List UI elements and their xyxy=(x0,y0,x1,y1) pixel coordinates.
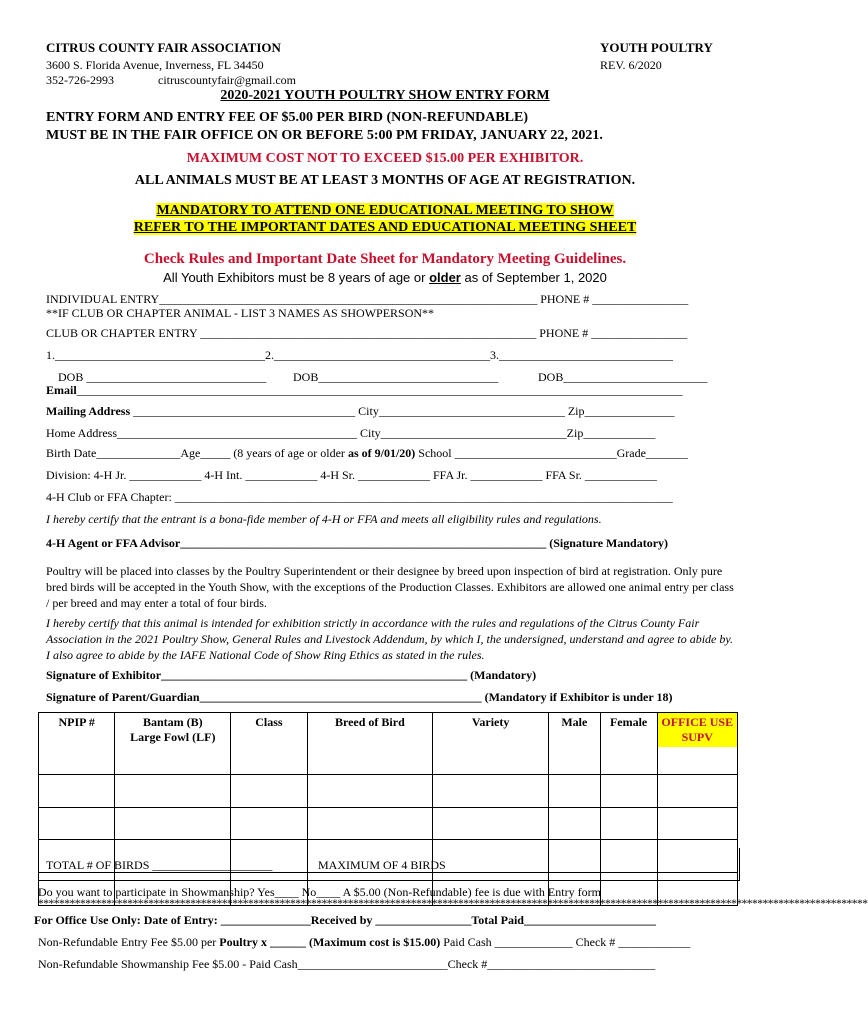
club-chapter-field[interactable]: 4-H Club or FFA Chapter: ___________________________________________________________________________________ xyxy=(46,490,673,504)
max-cost-notice: MAXIMUM COST NOT TO EXCEED $15.00 PER EXHIBITOR. xyxy=(186,151,584,166)
org-address: 3600 S. Florida Avenue, Inverness, FL 34450 xyxy=(46,58,264,72)
office-use-line: For Office Use Only: Date of Entry: _______________Received by ________________Total Paid______________________ xyxy=(34,913,656,927)
table-header-row xyxy=(39,713,738,775)
birth-date-field[interactable]: Birth Date______________Age_____ (8 years of age or older as of 9/01/20) School ___________________________Grade_______ xyxy=(46,446,688,460)
showperson-names-field[interactable]: 1.___________________________________2.____________________________________3._____________________________ xyxy=(46,348,673,362)
col-bantam-large-fowl: Bantam (B) Large Fowl (LF) xyxy=(115,713,231,775)
revision-label: REV. 6/2020 xyxy=(600,58,662,72)
max-birds-note: MAXIMUM OF 4 BIRDS xyxy=(318,858,446,872)
parent-signature-field[interactable]: Signature of Parent/Guardian_______________________________________________ (Mandatory if Exhibitor is under 18) xyxy=(46,690,673,704)
org-email: citruscountyfair@gmail.com xyxy=(158,73,297,87)
col-breed: Breed of Bird xyxy=(307,713,433,775)
age-notice: ALL ANIMALS MUST BE AT LEAST 3 MONTHS OF AGE AT REGISTRATION. xyxy=(134,173,636,188)
placement-text: Poultry will be placed into classes by the Poultry Superintendent or their designee by breed upon inspection of bird at registration. Only pure bred birds will be accepted in the Youth Show, with the exceptions of the Production Classes. Exhibitors are allowed one animal entry per class / per breed and may enter a total of four birds. xyxy=(46,564,734,610)
dob-field-1[interactable]: DOB ______________________________ xyxy=(58,370,267,384)
col-variety: Variety xyxy=(433,713,549,775)
table-row[interactable] xyxy=(39,774,738,807)
col-npip: NPIP # xyxy=(39,713,115,775)
org-name: CITRUS COUNTY FAIR ASSOCIATION xyxy=(46,40,281,55)
club-note: **IF CLUB OR CHAPTER ANIMAL - LIST 3 NAMES AS SHOWPERSON** xyxy=(46,306,435,320)
mandatory-meeting-notice: MANDATORY TO ATTEND ONE EDUCATIONAL MEETING TO SHOW xyxy=(156,203,614,218)
dept-label: YOUTH POULTRY xyxy=(600,40,713,55)
check-rules-notice: Check Rules and Important Date Sheet for Mandatory Meeting Guidelines. xyxy=(143,251,627,267)
dob-field-2[interactable]: DOB______________________________ xyxy=(293,370,499,384)
col-female: Female xyxy=(600,713,657,775)
dob-field-3[interactable]: DOB________________________ xyxy=(538,370,708,384)
email-field[interactable]: Email_____________________________________________________________________________________________________ xyxy=(46,383,683,397)
total-birds-field[interactable]: TOTAL # OF BIRDS ____________________ xyxy=(46,858,273,872)
divider-stars: ************************************************************************************************************************************************************** xyxy=(38,898,868,910)
col-male: Male xyxy=(549,713,601,775)
col-class: Class xyxy=(231,713,307,775)
club-entry-field[interactable]: CLUB OR CHAPTER ENTRY ________________________________________________________ PHONE # ________________ xyxy=(46,326,688,340)
col-office-use: OFFICE USE SUPV xyxy=(657,713,738,775)
mailing-address-field[interactable]: Mailing Address _____________________________________ City_______________________________ Zip_______________ xyxy=(46,404,675,418)
table-row[interactable] xyxy=(39,807,738,840)
showmanship-question[interactable]: Do you want to participate in Showmanship? Yes____ No____ A $5.00 (Non-Refundable) fee is due with Entry form xyxy=(38,885,601,899)
home-address-field[interactable]: Home Address________________________________________ City_______________________________Zip____________ xyxy=(46,426,656,440)
org-phone: 352-726-2993 xyxy=(46,73,114,87)
exhibitor-age-notice: All Youth Exhibitors must be 8 years of age or older as of September 1, 2020 xyxy=(163,270,607,285)
individual-entry-field[interactable]: INDIVIDUAL ENTRY_______________________________________________________________ PHONE # ________________ xyxy=(46,292,689,306)
exhibitor-signature-field[interactable]: Signature of Exhibitor___________________________________________________ (Mandatory) xyxy=(46,668,537,682)
showmanship-fee-line: Non-Refundable Showmanship Fee $5.00 - Paid Cash_________________________Check #____________________________ xyxy=(38,957,656,971)
advisor-signature-field[interactable]: 4-H Agent or FFA Advisor_____________________________________________________________ (Signature Mandatory) xyxy=(46,536,669,550)
exhibition-certification: I hereby certify that this animal is intended for exhibition strictly in accordance with the rules and regulations of the Citrus County Fair Association in the 2021 Poultry Show, General Rules and Livestock Addendum, by which I, the undersigned, understand and agree to abide by. I also agree to abide by the IAFE National Code of Show Ring Ethics as stated in the rules. xyxy=(46,616,734,662)
membership-certification: I hereby certify that the entrant is a bona-fide member of 4-H or FFA and meets all eligibility rules and regulations. xyxy=(46,512,602,526)
refer-sheet-notice: REFER TO THE IMPORTANT DATES AND EDUCATIONAL MEETING SHEET xyxy=(133,220,637,235)
division-field[interactable]: Division: 4-H Jr. ____________ 4-H Int. ____________ 4-H Sr. ____________ FFA Jr. ____________ FFA Sr. ____________ xyxy=(46,468,657,482)
entry-fee-line: Non-Refundable Entry Fee $5.00 per Poultry x ______ (Maximum cost is $15.00) Paid Cash _____________ Check # ____________ xyxy=(38,935,691,949)
fee-notice: ENTRY FORM AND ENTRY FEE OF $5.00 PER BIRD (NON-REFUNDABLE) xyxy=(46,110,529,125)
deadline-notice: MUST BE IN THE FAIR OFFICE ON OR BEFORE 5:00 PM FRIDAY, JANUARY 22, 2021. xyxy=(46,128,603,143)
form-title: 2020-2021 YOUTH POULTRY SHOW ENTRY FORM xyxy=(220,88,550,103)
